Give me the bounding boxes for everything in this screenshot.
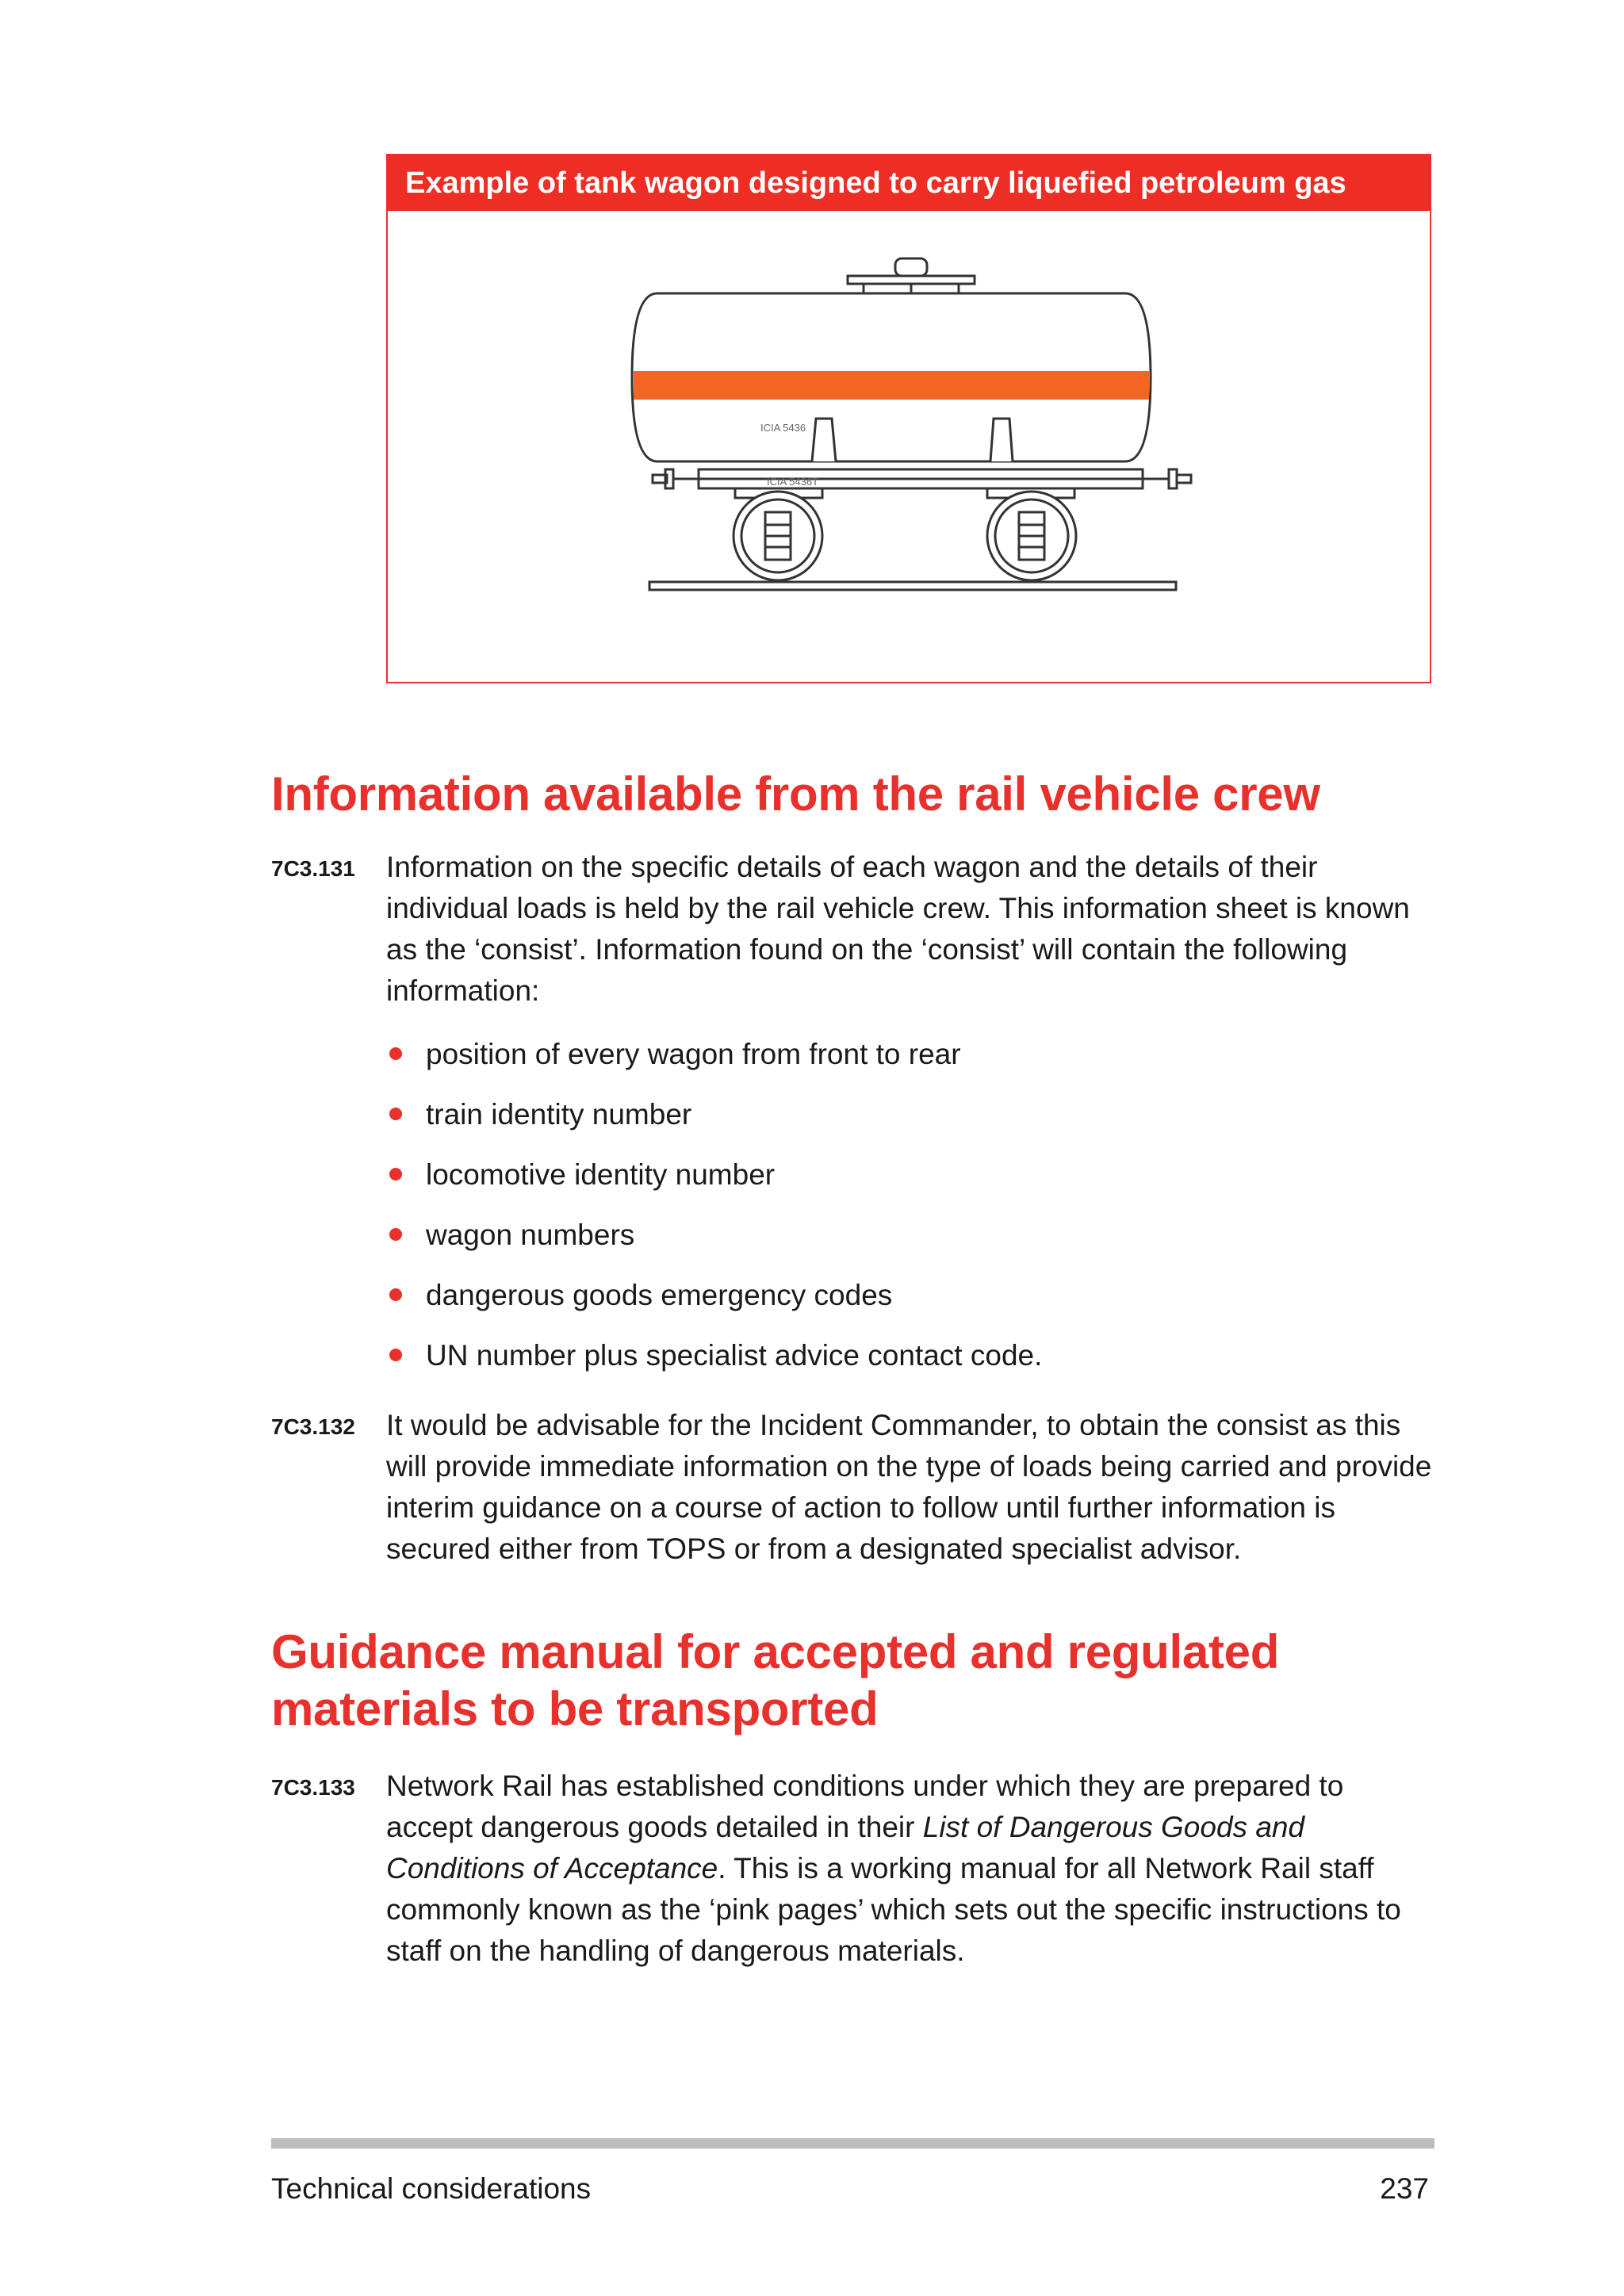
- footer-section-title: Technical considerations: [271, 2172, 592, 2205]
- page-number: 237: [1380, 2172, 1429, 2205]
- section-heading-rail-crew: Information available from the rail vehicle crew: [271, 767, 1320, 821]
- tank-marking-lower: ICIA 5436T: [767, 476, 819, 488]
- paragraph-text: [386, 1766, 1433, 1972]
- footer-rule: [271, 2138, 1434, 2149]
- bullet-icon: [389, 1108, 402, 1120]
- tank-marking-upper: ICIA 5436: [760, 422, 806, 434]
- bullet-icon: [389, 1349, 402, 1361]
- list-item: [386, 1094, 1042, 1154]
- list-item: [386, 1335, 1042, 1395]
- paragraph-text: It would be advisable for the Incident Commander, to obtain the consist as this will provide immediate information on the type of loads being carried and provide interim guidance on a course of action to follow until further information is secured either from TOPS or from a designated specialist advisor.: [386, 1409, 1432, 1565]
- tank-stripe: [634, 371, 1149, 400]
- figure-box: [386, 154, 1431, 683]
- paragraph-text: Information on the specific details of each wagon and the details of their individual loads is held by the rail vehicle crew. This information sheet is known as the ‘consist’. Information found on the ‘consist’ will contain the following information:: [386, 851, 1410, 1007]
- list-item-text: train identity number: [426, 1098, 692, 1131]
- figure-caption: Example of tank wagon designed to carry liquefied petroleum gas: [388, 155, 1430, 211]
- publication-title: List of Dangerous Goods and Conditions of Acceptance: [386, 1811, 1305, 1885]
- list-item: [386, 1154, 1042, 1215]
- paragraph-number: 7C3.131: [271, 856, 355, 881]
- bullet-icon: [389, 1047, 402, 1060]
- list-item-text: position of every wagon from front to rear: [426, 1038, 961, 1070]
- list-item: [386, 1034, 1042, 1094]
- list-item-text: UN number plus specialist advice contact code.: [426, 1339, 1043, 1372]
- paragraph-number: 7C3.133: [271, 1775, 355, 1800]
- list-item: [386, 1215, 1042, 1275]
- section-heading-guidance-manual: [271, 1624, 1279, 1738]
- list-item-text: wagon numbers: [426, 1219, 635, 1251]
- paragraph-number: 7C3.132: [271, 1414, 355, 1439]
- paragraph-text-part: Network Rail has established conditions under which they are prepared to accept dangerous goods detailed in their: [386, 1770, 1344, 1843]
- rail: [649, 582, 1176, 590]
- heading-line-1: Guidance manual for accepted and regulated: [271, 1625, 1280, 1678]
- bullet-icon: [389, 1288, 402, 1301]
- tank-wagon-illustration: [388, 211, 1430, 682]
- list-item-text: dangerous goods emergency codes: [426, 1279, 893, 1311]
- heading-line-2: materials to be transported: [271, 1682, 879, 1735]
- paragraph-text-part: . This is a working manual for all Network Rail staff commonly known as the ‘pink pages’ which sets out the specific instructions to staff on the handling of dangerous materials.: [386, 1852, 1401, 1967]
- bullet-icon: [389, 1228, 402, 1241]
- consist-info-list: [386, 1034, 1042, 1395]
- list-item-text: locomotive identity number: [426, 1158, 776, 1191]
- bullet-icon: [389, 1168, 402, 1181]
- manhole-cover: [895, 258, 927, 276]
- list-item: [386, 1275, 1042, 1335]
